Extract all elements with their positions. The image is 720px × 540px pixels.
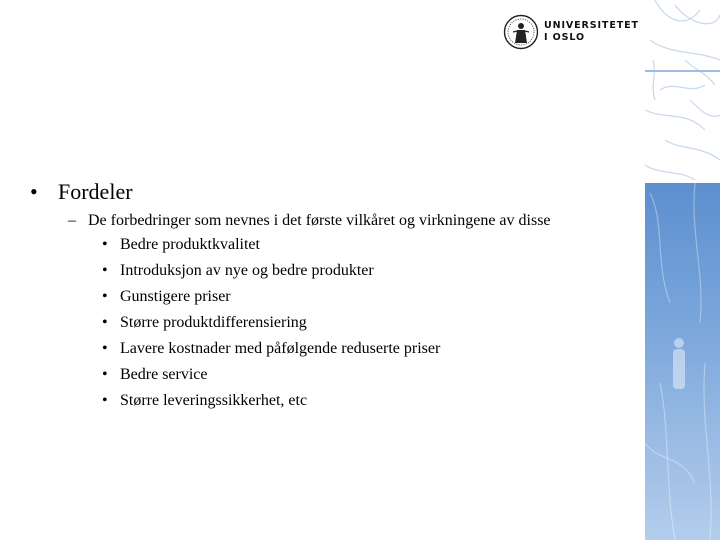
logo-line-2: I OSLO [544,32,585,43]
bullet-heading: Fordeler [58,179,133,204]
slide-content [30,178,640,414]
bullet-dot-icon: • [102,288,108,305]
list-item-text: Større produktdifferensiering [120,314,307,331]
bullet-sub: De forbedringer som nevnes i det første vilkåret og virkningene av disse [88,212,551,229]
strip-divider [645,70,720,72]
list-item-text: Bedre produktkvalitet [120,236,260,253]
university-seal-icon [503,14,539,50]
bullet-dot-icon: • [102,366,108,383]
bullet-level-2 [30,210,640,232]
bullet-level-1 [30,178,640,206]
list-item [30,388,640,414]
list-item-text: Gunstigere priser [120,288,231,305]
statue-figure-illustration [645,183,720,540]
bullet-dot-icon: • [102,392,108,409]
list-item [30,362,640,388]
bullet-dot-icon: • [30,179,38,204]
decorative-strip-top [645,0,720,183]
list-item [30,232,640,258]
list-item-text: Større leveringssikkerhet, etc [120,392,308,409]
bullet-dot-icon: • [102,262,108,279]
list-item-text: Lavere kostnader med påfølgende reduserte priser [120,340,441,357]
dash-icon: – [68,212,76,229]
list-item [30,258,640,284]
list-item [30,336,640,362]
decorative-strip-bottom [645,183,720,540]
list-item-text: Introduksjon av nye og bedre produkter [120,262,374,279]
statue-head-illustration [645,0,720,183]
list-item [30,310,640,336]
bullet-dot-icon: • [102,236,108,253]
list-item-text: Bedre service [120,366,208,383]
logo-line-1: UNIVERSITETET [544,20,639,31]
bullet-dot-icon: • [102,314,108,331]
university-name [544,20,639,44]
list-item [30,284,640,310]
bullet-dot-icon: • [102,340,108,357]
university-logo [503,14,638,52]
